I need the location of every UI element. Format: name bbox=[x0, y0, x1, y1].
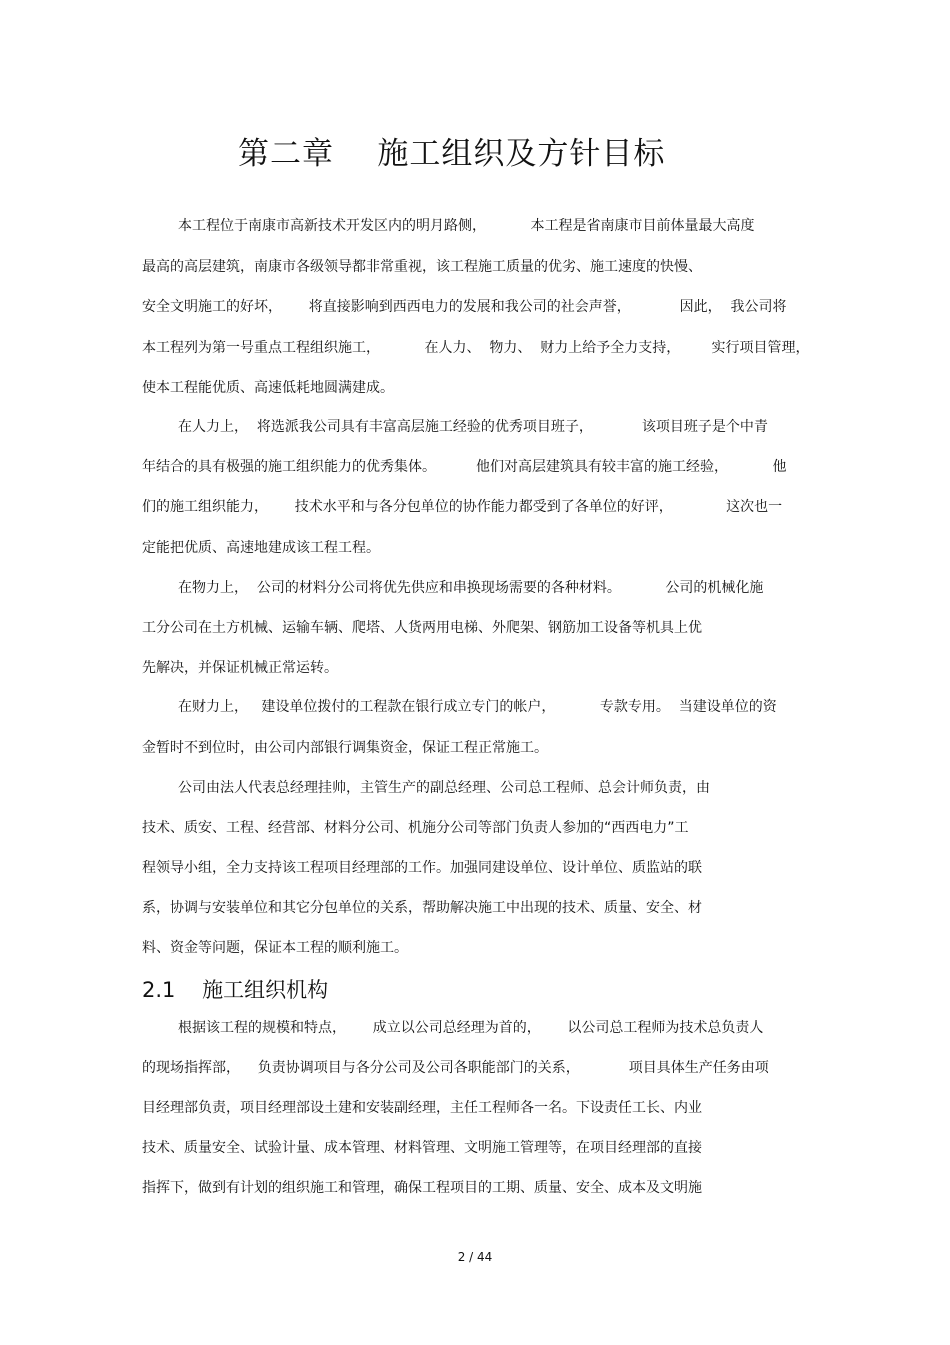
body-line: 在物力上， 公司的材料分公司将优先供应和串换现场需要的各种材料。 公司的机械化施 bbox=[178, 580, 764, 596]
body-line: 目经理部负责，项目经理部设土建和安装副经理，主任工程师各一名。下设责任工长、内业 bbox=[142, 1100, 702, 1116]
body-line: 技术、质量安全、试验计量、成本管理、材料管理、文明施工管理等，在项目经理部的直接 bbox=[142, 1140, 702, 1156]
body-line: 年结合的具有极强的施工组织能力的优秀集体。 他们对高层建筑具有较丰富的施工经验， 他 bbox=[142, 459, 787, 475]
chapter-title: 第二章 施工组织及方针目标 bbox=[238, 136, 666, 172]
section-heading: 2.1 施工组织机构 bbox=[142, 978, 329, 1002]
body-line: 公司由法人代表总经理挂帅，主管生产的副总经理、公司总工程师、总会计师负责，由 bbox=[178, 780, 710, 796]
body-line: 安全文明施工的好坏， 将直接影响到西西电力的发展和我公司的社会声誉， 因此， 我公司将 bbox=[142, 299, 787, 315]
body-line: 系，协调与安装单位和其它分包单位的关系，帮助解决施工中出现的技术、质量、安全、材 bbox=[142, 900, 702, 916]
body-line: 料、资金等问题，保证本工程的顺利施工。 bbox=[142, 940, 408, 956]
body-line: 工分公司在土方机械、运输车辆、爬塔、人货两用电梯、外爬架、钢筋加工设备等机具上优 bbox=[142, 620, 702, 636]
body-line: 本工程列为第一号重点工程组织施工， 在人力、 物力、 财力上给予全力支持， 实行项目管理， bbox=[142, 340, 810, 356]
body-line: 定能把优质、高速地建成该工程工程。 bbox=[142, 540, 380, 556]
body-line: 金暂时不到位时，由公司内部银行调集资金，保证工程正常施工。 bbox=[142, 740, 548, 756]
body-line: 们的施工组织能力， 技术水平和与各分包单位的协作能力都受到了各单位的好评， 这次也一 bbox=[142, 499, 783, 515]
body-line: 技术、质安、工程、经营部、材料分公司、机施分公司等部门负责人参加的“西西电力”工 bbox=[142, 820, 689, 836]
body-line: 根据该工程的规模和特点， 成立以公司总经理为首的， 以公司总工程师为技术总负责人 bbox=[178, 1020, 764, 1036]
page-number: 2 / 44 bbox=[457, 1250, 493, 1264]
body-line: 本工程位于南康市高新技术开发区内的明月路侧， 本工程是省南康市目前体量最大高度 bbox=[178, 218, 755, 234]
body-line: 最高的高层建筑，南康市各级领导都非常重视，该工程施工质量的优劣、施工速度的快慢、 bbox=[142, 259, 702, 275]
body-line: 的现场指挥部， 负责协调项目与各分公司及公司各职能部门的关系， 项目具体生产任务由项 bbox=[142, 1060, 769, 1076]
body-line: 在财力上， 建设单位拨付的工程款在银行成立专门的帐户， 专款专用。 当建设单位的资 bbox=[178, 699, 777, 715]
body-line: 使本工程能优质、高速低耗地圆满建成。 bbox=[142, 380, 394, 396]
body-line: 程领导小组，全力支持该工程项目经理部的工作。加强同建设单位、设计单位、质监站的联 bbox=[142, 860, 702, 876]
body-line: 在人力上， 将选派我公司具有丰富高层施工经验的优秀项目班子， 该项目班子是个中青 bbox=[178, 419, 768, 435]
body-line: 指挥下，做到有计划的组织施工和管理，确保工程项目的工期、质量、安全、成本及文明施 bbox=[142, 1180, 702, 1196]
body-line: 先解决，并保证机械正常运转。 bbox=[142, 660, 338, 676]
